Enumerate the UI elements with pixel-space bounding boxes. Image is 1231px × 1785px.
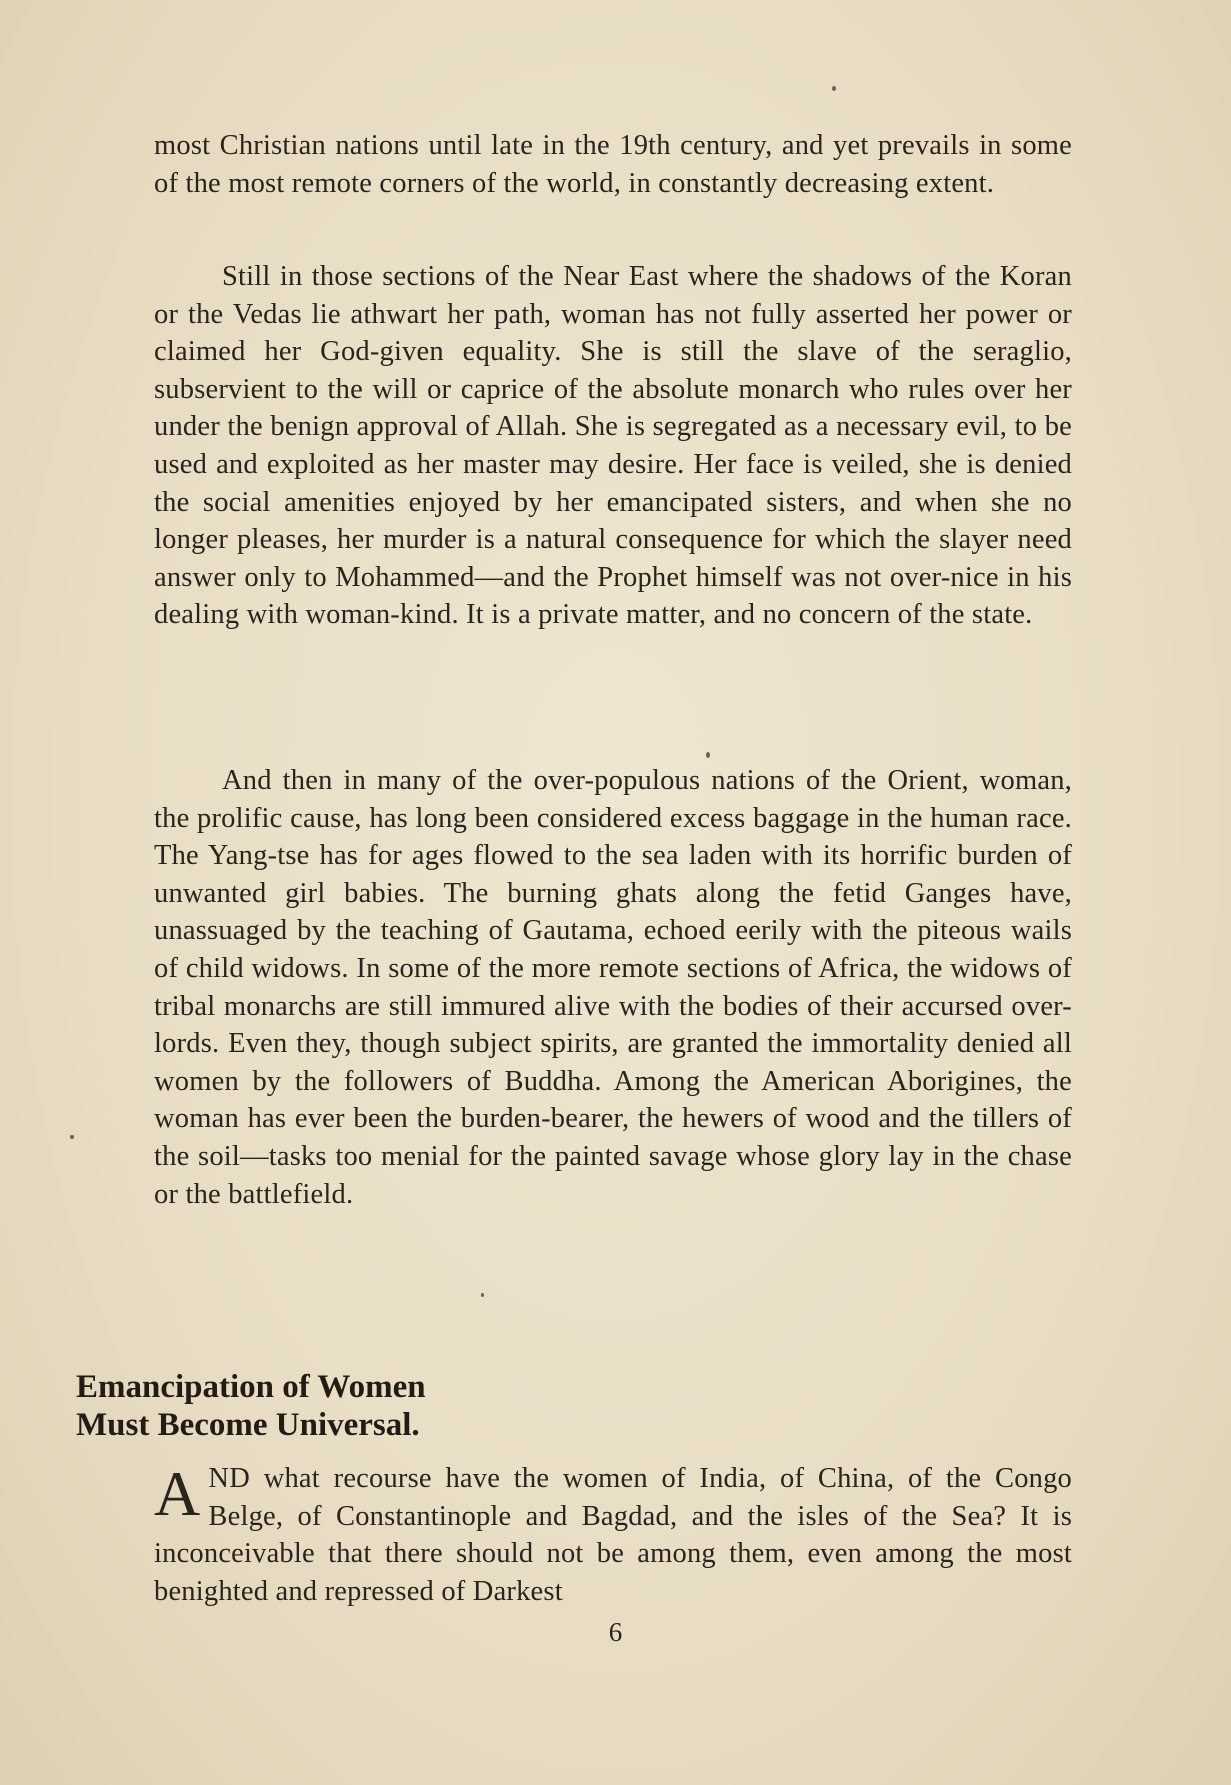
paragraph-continued: most Christian nations until late in the 19th century, and yet prevails in some of the most remote corners of the world, in constantly decreasing extent. xyxy=(154,130,1072,199)
section-heading xyxy=(76,1368,426,1444)
section-heading-line-1: Emancipation of Women xyxy=(76,1369,426,1405)
section-heading-line-2: Must Become Universal. xyxy=(76,1407,420,1443)
paragraph-near-east: Still in those sections of the Near East where the shadows of the Koran or the Vedas lie athwart her path, woman has not fully asserted her power or claimed her God-given equality. She is still the slave of the seraglio, subservient to the will or caprice of the absolute monarch who rules over her under the benign approval of Allah. She is segregated as a necessary evil, to be used and exploited as her master may desire. Her face is veiled, she is denied the social amenities enjoyed by her emancipated sisters, and when she no longer pleases, her murder is a natural consequence for which the slayer need answer only to Mohammed—and the Prophet himself was not over-nice in his dealing with woman-kind. It is a private matter, and no concern of the state. xyxy=(154,261,1072,631)
paper-speck xyxy=(832,86,836,91)
page-number: 6 xyxy=(608,1617,623,1647)
paragraph-recourse-text: ND what recourse have the women of India, of China, of the Congo Belge, of Constantinople and Bagdad, and the isles of the Sea? It is inconceivable that there should not be among them, even among the most benighted and repressed of Darkest xyxy=(154,1463,1072,1607)
paper-speck xyxy=(706,752,710,758)
drop-cap: A xyxy=(154,1458,201,1529)
paper-speck xyxy=(70,1135,74,1139)
paragraph-recourse xyxy=(154,1460,1072,1610)
paragraph-orient: And then in many of the over-populous nations of the Orient, woman, the prolific cause, has long been considered excess baggage in the human race. The Yang-tse has for ages flowed to the sea laden with its horrific burden of unwanted girl babies. The burning ghats along the fetid Ganges have, unassuaged by the teaching of Gautama, echoed eerily with the piteous wails of child widows. In some of the more remote sections of Africa, the widows of tribal monarchs are still immured alive with the bodies of their accursed over-lords. Even they, though subject spirits, are granted the immortality denied all women by the followers of Buddha. Among the American Aborigines, the woman has ever been the burden-bearer, the hewers of wood and the tillers of the soil—tasks too menial for the painted savage whose glory lay in the chase or the battlefield. xyxy=(154,765,1072,1210)
paper-speck xyxy=(481,1293,484,1297)
